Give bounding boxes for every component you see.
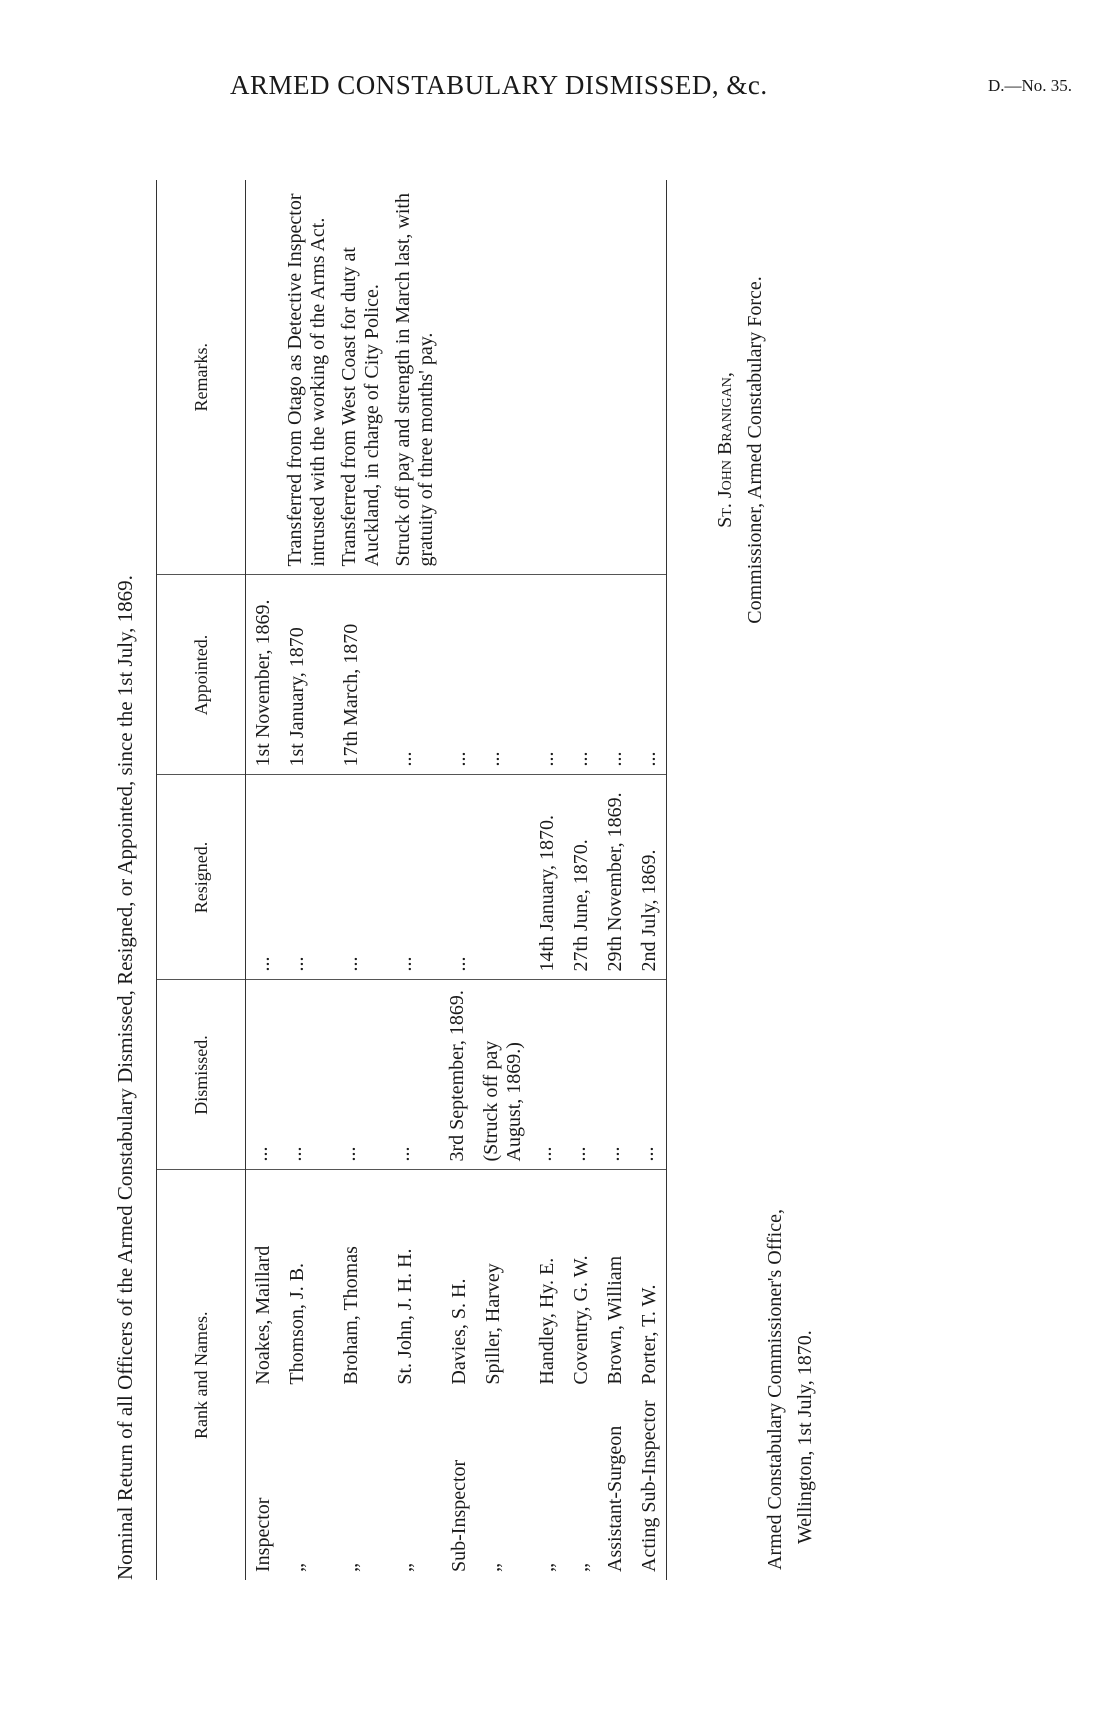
col-header-rank: Rank and Names.	[157, 1170, 246, 1580]
rank-name-cell	[530, 1170, 564, 1580]
dismissed-cell: 3rd September, 1869.	[442, 980, 476, 1170]
remarks-cell	[564, 180, 598, 575]
nominal-return-table	[156, 180, 667, 1580]
rotated-return	[110, 130, 870, 1630]
officer-name: Noakes, Maillard	[252, 1245, 274, 1385]
col-header-resigned: Resigned.	[157, 775, 246, 980]
rank-name-cell	[476, 1170, 530, 1580]
remarks-cell: Struck off pay and strength in March last, with gratuity of three months' pay.	[388, 180, 442, 575]
table-row	[598, 180, 632, 1580]
remarks-cell: Transferred from Otago as Detective Inspector intrusted with the working of the Arms Act.	[280, 180, 334, 575]
officer-name: Broham, Thomas	[340, 1246, 362, 1385]
resigned-cell: 14th January, 1870.	[530, 775, 564, 980]
table-row	[476, 180, 530, 1580]
remarks-cell	[442, 180, 476, 575]
resigned-cell: ...	[388, 775, 442, 980]
remarks-cell	[246, 180, 281, 575]
appointed-cell: ...	[598, 575, 632, 775]
officer-name: Handley, Hy. E.	[536, 1257, 558, 1385]
resigned-cell: ...	[442, 775, 476, 980]
table-header-row	[157, 180, 246, 1580]
rank-label: Inspector	[252, 1497, 274, 1572]
col-header-dismissed: Dismissed.	[157, 980, 246, 1170]
col-header-remarks: Remarks.	[157, 180, 246, 575]
resigned-cell: 2nd July, 1869.	[632, 775, 667, 980]
resigned-cell: 27th June, 1870.	[564, 775, 598, 980]
rank-label: Assistant-Surgeon	[604, 1425, 626, 1572]
dismissed-cell: ...	[564, 980, 598, 1170]
table-row	[530, 180, 564, 1580]
dismissed-cell: ...	[246, 980, 281, 1170]
col-header-appointed: Appointed.	[157, 575, 246, 775]
resigned-cell: 29th November, 1869.	[598, 775, 632, 980]
rank-name-cell	[246, 1170, 281, 1580]
table-row	[442, 180, 476, 1580]
rank-name-cell	[564, 1170, 598, 1580]
rank-label: „	[340, 1563, 362, 1572]
appointed-cell: 1st January, 1870	[280, 575, 334, 775]
table-row	[246, 180, 281, 1580]
dismissed-cell: ...	[632, 980, 667, 1170]
dismissed-cell: ...	[598, 980, 632, 1170]
rank-label: „	[286, 1563, 308, 1572]
appointed-cell: ...	[442, 575, 476, 775]
rank-label: „	[570, 1563, 592, 1572]
officer-name: Spiller, Harvey	[482, 1263, 504, 1385]
rank-label: „	[536, 1563, 558, 1572]
table-caption: Nominal Return of all Officers of the Armed Constabulary Dismissed, Resigned, or Appointed, since the 1st July, 1869.	[113, 575, 137, 1580]
table-row	[334, 180, 388, 1580]
rank-label: „	[394, 1563, 416, 1572]
dismissed-cell: ...	[334, 980, 388, 1170]
page-header	[0, 62, 1114, 102]
rank-name-cell	[632, 1170, 667, 1580]
officer-name: Thomson, J. B.	[286, 1262, 308, 1385]
officer-name: St. John, J. H. H.	[394, 1248, 416, 1385]
office-line-1: Armed Constabulary Commissioner's Office,	[764, 1209, 786, 1570]
appointed-cell: 17th March, 1870	[334, 575, 388, 775]
signatory-name: St. John Branigan,	[714, 372, 736, 528]
table-row	[564, 180, 598, 1580]
dismissed-cell: (Struck off pay August, 1869.)	[476, 980, 530, 1170]
resigned-cell	[476, 775, 530, 980]
resigned-cell: ...	[334, 775, 388, 980]
page-title: ARMED CONSTABULARY DISMISSED, &c.	[230, 70, 768, 100]
dismissed-cell: ...	[530, 980, 564, 1170]
rank-name-cell	[442, 1170, 476, 1580]
remarks-cell	[632, 180, 667, 575]
appointed-cell: ...	[564, 575, 598, 775]
table-body	[246, 180, 667, 1580]
officer-name: Porter, T. W.	[638, 1284, 660, 1385]
rank-label: Sub-Inspector	[448, 1459, 470, 1572]
office-line-2: Wellington, 1st July, 1870.	[794, 1330, 816, 1544]
appointed-cell: ...	[530, 575, 564, 775]
officer-name: Coventry, G. W.	[570, 1255, 592, 1385]
remarks-cell	[476, 180, 530, 575]
table-row	[632, 180, 667, 1580]
rank-name-cell	[388, 1170, 442, 1580]
office-address	[760, 1209, 820, 1570]
remarks-cell	[598, 180, 632, 575]
table-row	[388, 180, 442, 1580]
table-row	[280, 180, 334, 1580]
appointed-cell: ...	[632, 575, 667, 775]
signatory-title: Commissioner, Armed Constabulary Force.	[744, 276, 766, 624]
document-number: D.—No. 35.	[987, 76, 1072, 95]
appointed-cell: ...	[476, 575, 530, 775]
rank-name-cell	[280, 1170, 334, 1580]
appointed-cell: ...	[388, 575, 442, 775]
rank-name-cell	[598, 1170, 632, 1580]
remarks-cell: Transferred from West Coast for duty at Auckland, in charge of City Police.	[334, 180, 388, 575]
signature-block	[710, 270, 770, 630]
officer-name: Davies, S. H.	[448, 1278, 470, 1385]
rank-label: „	[482, 1563, 504, 1572]
officer-name: Brown, William	[604, 1255, 626, 1385]
resigned-cell: ...	[280, 775, 334, 980]
remarks-cell	[530, 180, 564, 575]
dismissed-cell: ...	[280, 980, 334, 1170]
resigned-cell: ...	[246, 775, 281, 980]
rank-name-cell	[334, 1170, 388, 1580]
appointed-cell: 1st November, 1869.	[246, 575, 281, 775]
dismissed-cell: ...	[388, 980, 442, 1170]
rank-label: Acting Sub-Inspector	[638, 1400, 660, 1572]
